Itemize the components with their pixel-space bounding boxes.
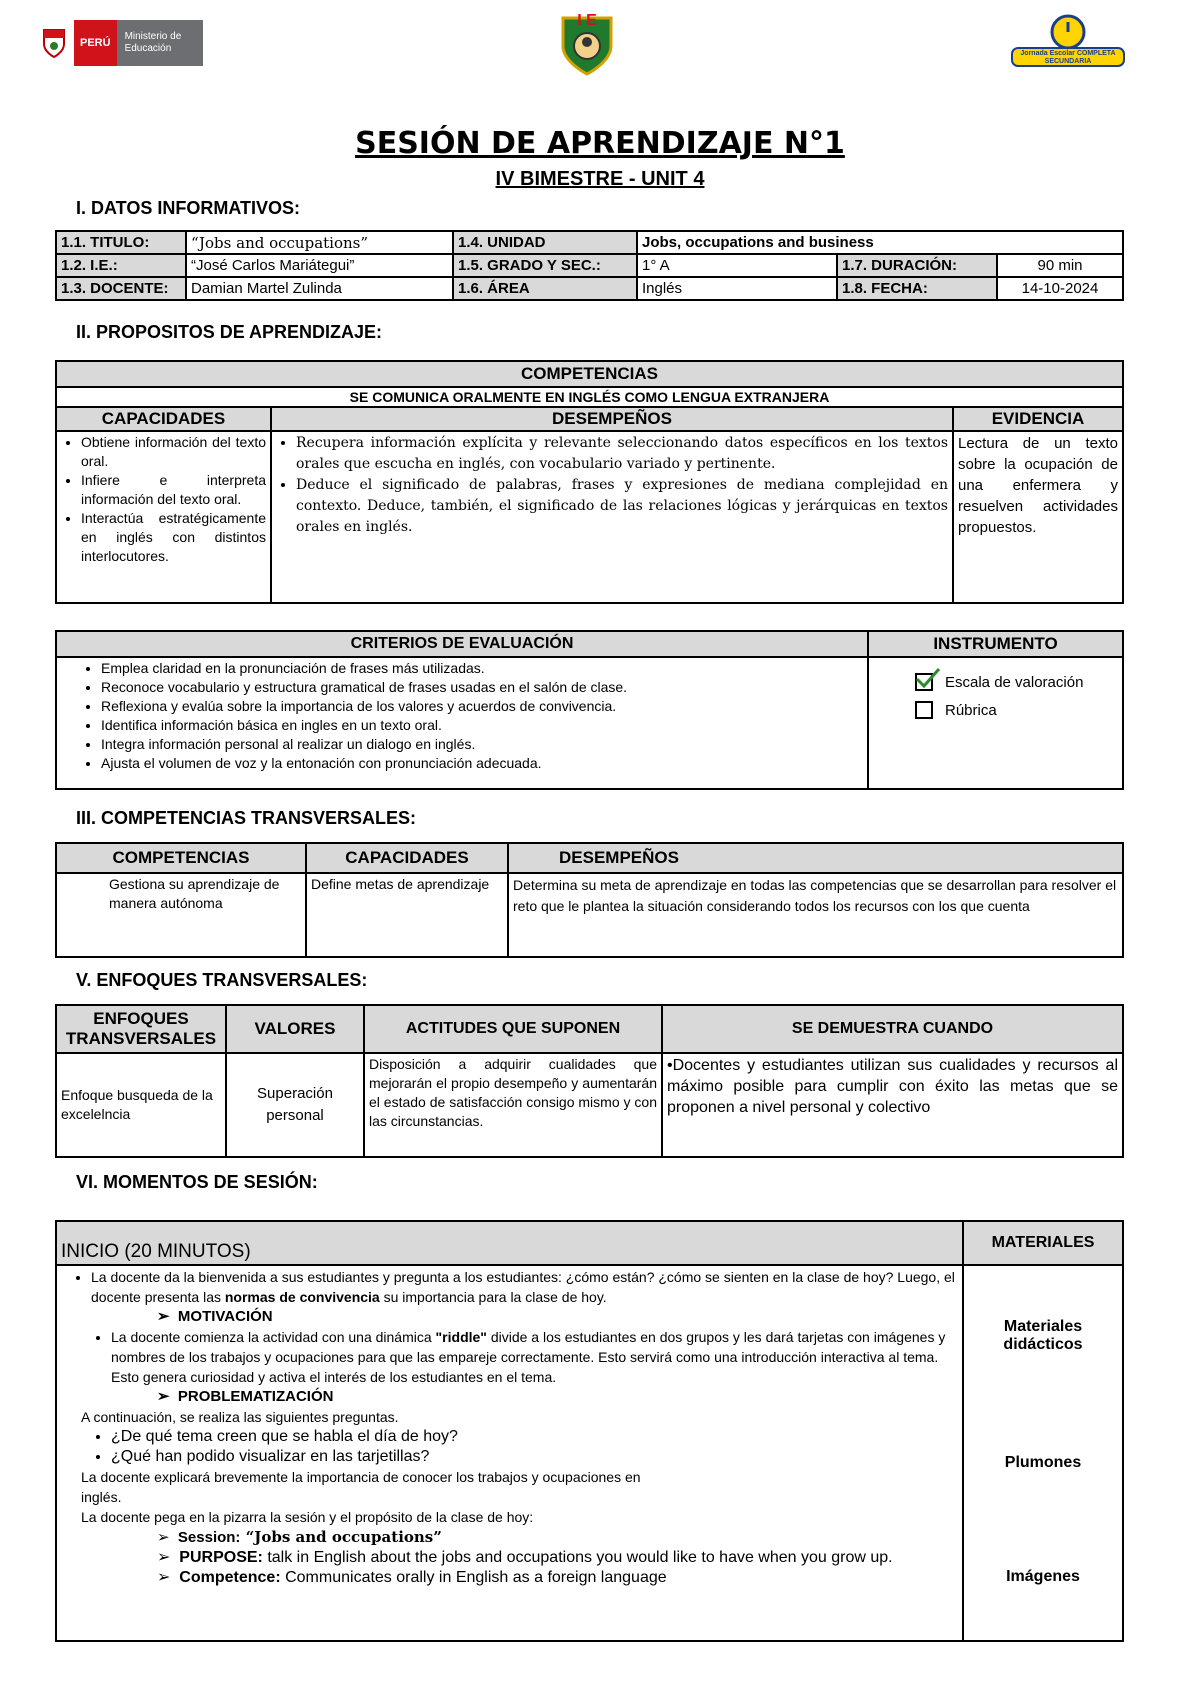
ie-value: “José Carlos Mariátegui” (186, 254, 453, 277)
instrument-label: Rúbrica (945, 701, 997, 719)
materiales-cell (963, 1265, 1123, 1641)
actitudes-header: ACTITUDES QUE SUPONEN (364, 1005, 662, 1053)
material-item: Plumones (1004, 1454, 1082, 1471)
titulo-label: 1.1. TITULO: (56, 231, 186, 254)
ie-label: 1.2. I.E.: (56, 254, 186, 277)
transversal-table (55, 842, 1124, 958)
list-item: • Identifica información básica en ingles en un texto oral. (101, 716, 863, 735)
docente-value: Damian Martel Zulinda (186, 277, 453, 300)
section-momentos: VI. MOMENTOS DE SESIÓN: (76, 1172, 318, 1192)
criterios-header: CRITERIOS DE EVALUACIÓN (56, 631, 868, 657)
unidad-value: Jobs, occupations and business (637, 231, 1123, 254)
demuestra-cell: •Docentes y estudiantes utilizan sus cualidades y recursos al máximo posible para cumplir con éxito las metas que se proponen a nivel personal y colectivo (662, 1053, 1123, 1157)
t-capacidad-cell: Define metas de aprendizaje (306, 873, 508, 957)
section-propositos: II. PROPOSITOS DE APRENDIZAJE: (76, 322, 383, 342)
criteria-table (55, 630, 1124, 790)
desempenos-cell (271, 431, 953, 603)
section-transversales: III. COMPETENCIAS TRANSVERSALES: (76, 808, 417, 828)
purposes-table (55, 360, 1124, 604)
capacidades-cell (56, 431, 271, 603)
list-item: • Emplea claridad en la pronunciación de frases más utilizadas. (101, 659, 863, 678)
material-item: Imágenes (1006, 1568, 1080, 1585)
t-desempenos-header: DESEMPEÑOS (508, 843, 1123, 873)
competence-line: ➢ Competence: Communicates orally in English as a foreign language (157, 1569, 667, 1586)
evidencia-cell: Lectura de un texto sobre la ocupación de una enfermera y resuelven actividades propuestos. (953, 431, 1123, 603)
ministry-label: Ministerio de Educación (117, 20, 203, 66)
t-desempeno-cell: Determina su meta de aprendizaje en todas las competencias que se desarrollan para resolver el reto que le plantea la situación considerando todos los recursos con los que cuenta (508, 873, 1123, 957)
ministry-logo (34, 20, 204, 66)
list-item: • La docente da la bienvenida a sus estudiantes y pregunta a los estudiantes: ¿cómo están? ¿cómo se sienten en la clase de hoy? Luego, el docente presenta las normas de convivencia su importancia para la clase de hoy. (91, 1267, 958, 1307)
peru-shield-icon (34, 20, 74, 66)
intro-text: A continuación, se realiza las siguientes preguntas. (81, 1409, 399, 1425)
inicio-content (56, 1265, 963, 1641)
page-subtitle: IV BIMESTRE - UNIT 4 (495, 168, 705, 190)
school-badge (555, 8, 619, 78)
actitud-cell: Disposición a adquirir cualidades que mejorarán el propio desempeño y aumentarán el estado de satisfacción consigo mismo y con las circunstancias. (364, 1053, 662, 1157)
list-item: • Reconoce vocabulario y estructura gramatical de frases usadas en el salón de clase. (101, 678, 863, 697)
jec-logo-text: Jornada Escolar COMPLETA SECUNDARIA (1020, 50, 1116, 65)
instrumento-cell (868, 657, 1123, 789)
valor-cell: Superación personal (226, 1053, 364, 1157)
area-label: 1.6. ÁREA (453, 277, 637, 300)
session-line: ➢ Session: “Jobs and occupations” (157, 1528, 442, 1546)
list-item: • Interactúa estratégicamente en inglés con distintos interlocutores. (81, 509, 266, 566)
list-item: • Infiere e interpreta información del texto oral. (81, 471, 266, 509)
t-capacidades-header: CAPACIDADES (306, 843, 508, 873)
competencia-name: SE COMUNICA ORALMENTE EN INGLÉS COMO LENGUA EXTRANJERA (56, 387, 1123, 407)
school-badge-text: I E (577, 12, 597, 29)
problematizacion-heading: ➢ PROBLEMATIZACIÓN (157, 1388, 334, 1405)
unidad-label: 1.4. UNIDAD (453, 231, 637, 254)
peru-label: PERÚ (74, 20, 117, 66)
moments-table (55, 1220, 1124, 1642)
material-item: Materiales didácticos (1003, 1318, 1083, 1353)
inicio-header: INICIO (20 MINUTOS) (56, 1221, 963, 1265)
list-item: • La docente comienza la actividad con una dinámica "riddle" divide a los estudiantes en dos grupos y les dará tarjetas con imágenes y nombres de los trabajos y ocupaciones para que las empareje correctamente. Esto servirá como una introducción interactiva al tema. Esto genera curiosidad y activa el interés de los estudiantes en el tema. (111, 1327, 958, 1387)
instrument-label: Escala de valoración (945, 673, 1084, 691)
competencias-header: COMPETENCIAS (56, 361, 1123, 387)
titulo-value: “Jobs and occupations” (186, 231, 453, 254)
unchecked-box-icon[interactable] (915, 701, 933, 719)
list-item: • Reflexiona y evalúa sobre la importancia de los valores y acuerdos de convivencia. (101, 697, 863, 716)
evidencia-header: EVIDENCIA (953, 407, 1123, 431)
page-title: SESIÓN DE APRENDIZAJE N°1 (355, 126, 845, 161)
question-item: • ¿De qué tema creen que se habla el día de hoy? (111, 1427, 958, 1447)
grado-label: 1.5. GRADO Y SEC.: (453, 254, 637, 277)
list-item: • Integra información personal al realizar un dialogo en inglés. (101, 735, 863, 754)
fecha-value: 14-10-2024 (997, 277, 1123, 300)
materiales-header: MATERIALES (963, 1221, 1123, 1265)
capacidades-header: CAPACIDADES (56, 407, 271, 431)
enfoques-table (55, 1004, 1124, 1158)
list-item: • Obtiene información del texto oral. (81, 433, 266, 471)
duracion-label: 1.7. DURACIÓN: (837, 254, 997, 277)
list-item: • Ajusta el volumen de voz y la entonación con pronunciación adecuada. (101, 754, 863, 773)
question-item: • ¿Qué han podido visualizar en las tarjetillas? (111, 1447, 958, 1467)
docente-label: 1.3. DOCENTE: (56, 277, 186, 300)
motivacion-heading: ➢ MOTIVACIÓN (157, 1308, 273, 1325)
desempenos-header: DESEMPEÑOS (271, 407, 953, 431)
list-item: • Deduce el significado de palabras, frases y expresiones de mediana complejidad en contexto. Deduce, también, el significado de las relaciones lógicas y jerárquicas en textos orales en inglés. (296, 475, 948, 538)
instrumento-header: INSTRUMENTO (868, 631, 1123, 657)
t-competencia-cell: Gestiona su aprendizaje de manera autónoma (56, 873, 306, 957)
grado-value: 1° A (637, 254, 837, 277)
fecha-label: 1.8. FECHA: (837, 277, 997, 300)
criterios-cell (56, 657, 868, 789)
t-competencias-header: COMPETENCIAS (56, 843, 306, 873)
enfoques-header: ENFOQUES TRANSVERSALES (56, 1005, 226, 1053)
checked-box-icon[interactable] (915, 673, 933, 691)
section-enfoques: V. ENFOQUES TRANSVERSALES: (76, 970, 368, 990)
enfoque-cell: Enfoque busqueda de la excelelncia (56, 1053, 226, 1157)
purpose-line: ➢ PURPOSE: talk in English about the jobs and occupations you would like to have when you grow up. (157, 1549, 893, 1566)
duracion-value: 90 min (997, 254, 1123, 277)
info-table (55, 230, 1124, 301)
demuestra-header: SE DEMUESTRA CUANDO (662, 1005, 1123, 1053)
explain-text: La docente explicará brevemente la importancia de conocer los trabajos y ocupaciones en inglés. (81, 1469, 641, 1505)
jec-logo (1006, 12, 1130, 76)
section-datos: I. DATOS INFORMATIVOS: (76, 198, 300, 218)
valores-header: VALORES (226, 1005, 364, 1053)
area-value: Inglés (637, 277, 837, 300)
board-text: La docente pega en la pizarra la sesión y el propósito de la clase de hoy: (81, 1509, 534, 1525)
list-item: • Recupera información explícita y relevante seleccionando datos específicos en los textos orales que escucha en inglés, con vocabulario variado y pertinente. (296, 433, 948, 475)
